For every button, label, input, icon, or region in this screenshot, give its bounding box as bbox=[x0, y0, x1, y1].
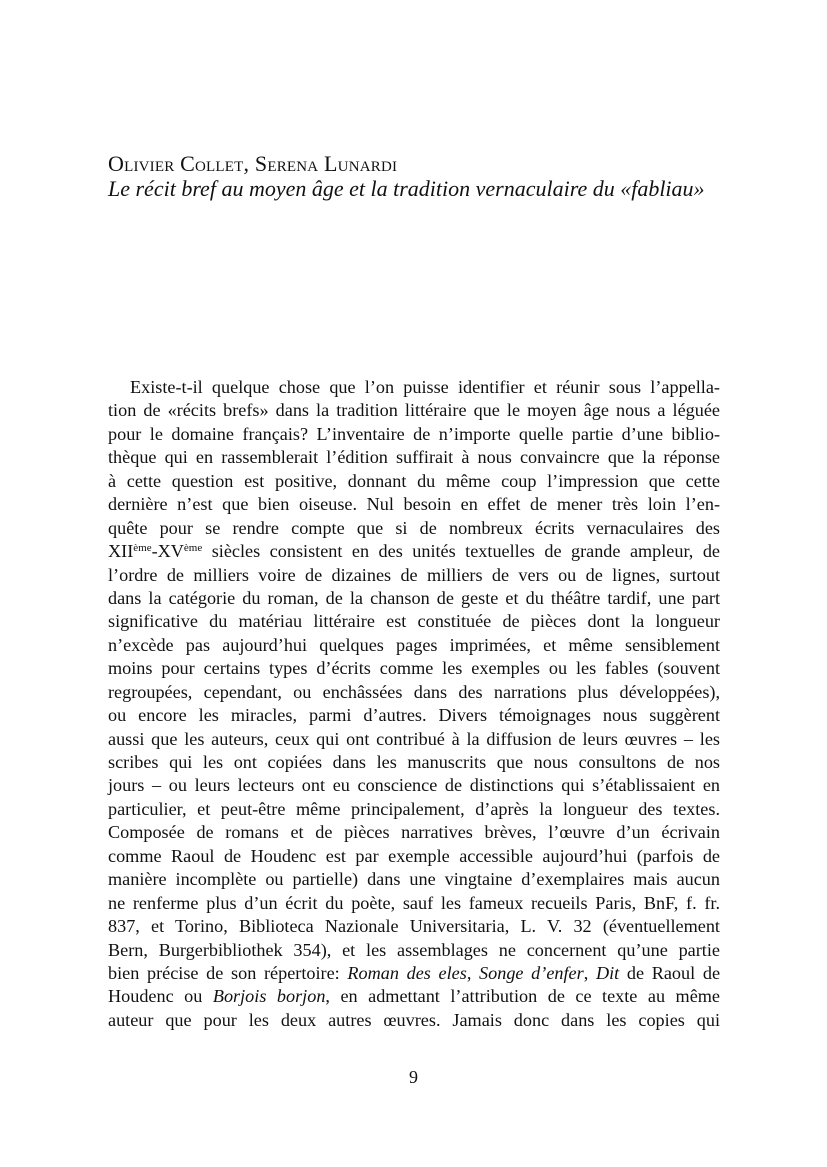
century-start: XII bbox=[108, 541, 134, 562]
text-run: de Raoul de bbox=[619, 962, 721, 983]
text-run: bien précise de son répertoire: bbox=[108, 962, 348, 983]
body-line: comme Raoul de Houdenc est par exemple accessible aujourd’hui (parfois de bbox=[108, 845, 720, 866]
work-title-borjois-borjon: Borjois borjon bbox=[212, 986, 326, 1007]
article-title: Le récit bref au moyen âge et la tradition vernaculaire du «fabliau» bbox=[108, 176, 705, 201]
body-line: quête pour se rendre compte que si de nombreux écrits vernaculaires des bbox=[108, 517, 720, 538]
body-line: aussi que les auteurs, ceux qui ont contribué à la diffusion de leurs œuvres – les bbox=[108, 728, 720, 749]
body-line: ne renferme plus d’un écrit du poète, sauf les fameux recueils Paris, BnF, f. fr. bbox=[108, 892, 720, 913]
text-run: Houdenc ou bbox=[108, 986, 213, 1007]
century-line-rest: siècles consistent en des unités textuelles de grande ampleur, de bbox=[202, 541, 720, 562]
body-line: auteur que pour les deux autres œuvres. Jamais donc dans les copies qui bbox=[108, 1009, 720, 1030]
work-title-roman-des-eles: Roman des eles bbox=[347, 962, 467, 983]
body-line: moins pour certains types d’écrits comme les exemples ou les fables (souvent bbox=[108, 658, 720, 679]
body-line: dernière n’est que bien oiseuse. Nul besoin en effet de mener très loin l’en- bbox=[108, 494, 720, 515]
century-start-suffix: ème bbox=[133, 542, 152, 555]
text-run: , bbox=[466, 962, 480, 983]
body-line-centuries bbox=[108, 540, 720, 563]
article-authors: Olivier Collet, Serena Lunardi bbox=[108, 151, 398, 176]
body-text bbox=[108, 376, 720, 1032]
body-line: dans la catégorie du roman, de la chanson de geste et du théâtre tardif, une part bbox=[108, 587, 720, 608]
body-line: Bern, Burgerbibliothek 354), et les assemblages ne concernent qu’une partie bbox=[108, 939, 720, 960]
text-run: , en admettant l’attribution de ce texte au même bbox=[325, 986, 720, 1007]
century-dash: - bbox=[151, 541, 158, 562]
body-line: pour le domaine français? L’inventaire de n’importe quelle partie d’une biblio- bbox=[108, 423, 720, 444]
body-line: ou encore les miracles, parmi d’autres. Divers témoignages nous suggèrent bbox=[108, 705, 720, 726]
body-line: Existe-t-il quelque chose que l’on puisse identifier et réunir sous l’appella- bbox=[130, 377, 720, 397]
body-line: thèque qui en rassemblerait l’édition suffirait à nous convaincre que la réponse bbox=[108, 447, 720, 468]
body-line-repertoire bbox=[108, 962, 720, 985]
text-run: , bbox=[583, 962, 596, 983]
century-end-suffix: ème bbox=[183, 542, 203, 555]
work-title-dit: Dit bbox=[595, 962, 620, 983]
work-title-songe-d-enfer: Songe d’enfer bbox=[479, 962, 584, 983]
body-line: à cette question est positive, donnant du même coup l’impression que cette bbox=[108, 470, 720, 491]
page-number: 9 bbox=[409, 1067, 418, 1087]
body-line: significative du matériau littéraire est constituée de pièces dont la longueur bbox=[108, 611, 720, 632]
body-line: manière incomplète ou partielle) dans une vingtaine d’exemplaires mais aucun bbox=[108, 869, 720, 890]
century-end: XV bbox=[157, 541, 184, 562]
body-line: particulier, et peut-être même principalement, d’après la longueur des textes. bbox=[108, 798, 720, 819]
body-line: Composée de romans et de pièces narratives brèves, l’œuvre d’un écrivain bbox=[108, 822, 720, 843]
body-line-houdenc bbox=[108, 985, 720, 1008]
body-line: 837, et Torino, Biblioteca Nazionale Universitaria, L. V. 32 (éventuellement bbox=[108, 916, 720, 937]
body-line: regroupées, cependant, ou enchâssées dans des narrations plus développées), bbox=[108, 681, 720, 702]
body-line: scribes qui les ont copiées dans les manuscrits que nous consultons de nos bbox=[108, 752, 720, 772]
body-line: tion de «récits brefs» dans la tradition littéraire que le moyen âge nous a léguée bbox=[108, 400, 720, 421]
body-line: n’excède pas aujourd’hui quelques pages imprimées, et même sensiblement bbox=[108, 634, 720, 655]
body-line: l’ordre de milliers voire de dizaines de milliers de vers ou de lignes, surtout bbox=[108, 564, 720, 585]
body-line: jours – ou leurs lecteurs ont eu conscience de distinctions qui s’établissaient en bbox=[108, 775, 720, 796]
